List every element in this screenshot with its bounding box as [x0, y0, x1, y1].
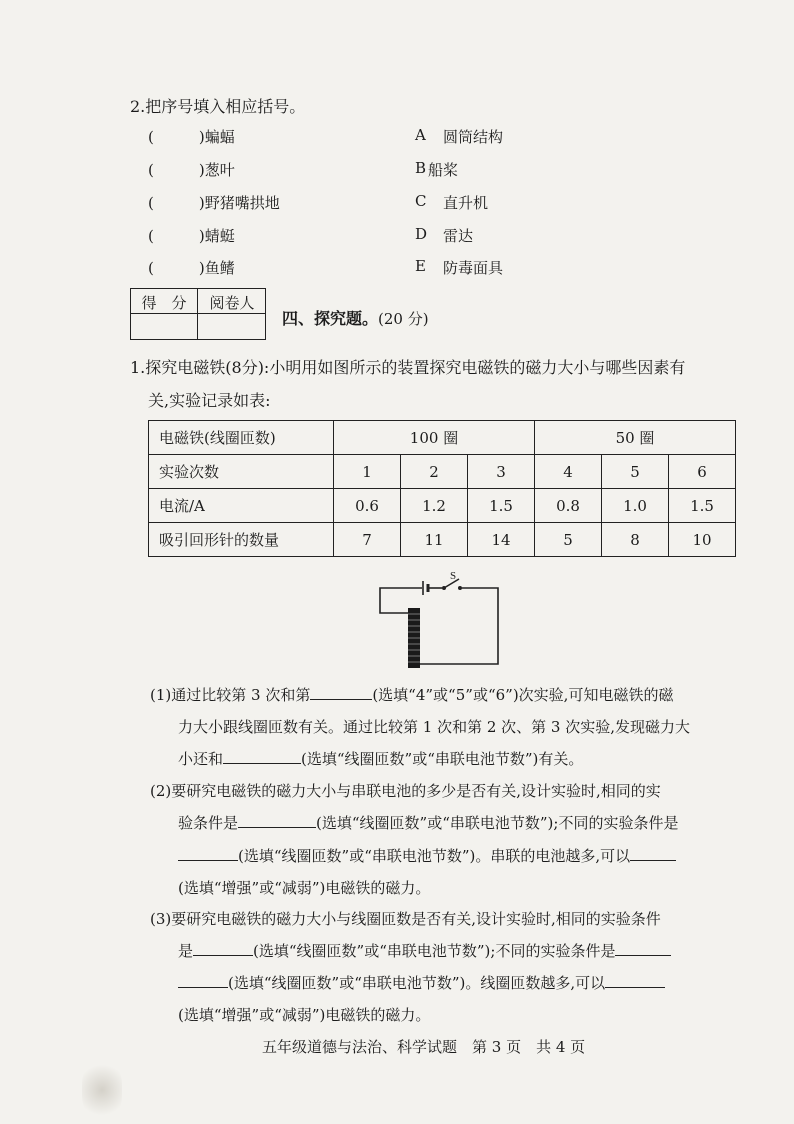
table-cell: 100 圈	[334, 421, 535, 455]
sub3-text: (选填“线圈匝数”或“串联电池节数”);不同的实验条件是	[253, 942, 616, 960]
sub2-text: 验条件是	[178, 814, 239, 832]
table-cell: 14	[468, 523, 535, 557]
answer-blank[interactable]	[193, 940, 253, 956]
q2-item-letter: B	[415, 159, 427, 177]
sub2-line1: (2)要研究电磁铁的磁力大小与串联电池的多少是否有关,设计实验时,相同的实	[150, 782, 661, 800]
table-cell: 吸引回形针的数量	[149, 523, 334, 557]
table-cell: 1.0	[602, 489, 669, 523]
score-box	[130, 288, 266, 340]
sub1-text: 小还和	[178, 750, 224, 768]
table-cell: 6	[669, 455, 736, 489]
sub1-text: (1)通过比较第 3 次和第	[150, 686, 311, 704]
sub3-text: (选填“线圈匝数”或“串联电池节数”)。线圈匝数越多,可以	[228, 974, 606, 992]
sub2-line2	[178, 812, 678, 833]
table-cell: 7	[334, 523, 401, 557]
answer-blank[interactable]	[223, 748, 301, 764]
sub1-text: (选填“线圈匝数”或“串联电池节数”)有关。	[301, 750, 584, 768]
switch-label: S	[450, 570, 457, 582]
table-cell: 1	[334, 455, 401, 489]
table-cell: 5	[602, 455, 669, 489]
sub1-line3	[178, 748, 583, 769]
table-cell: 0.8	[535, 489, 602, 523]
experiment-table	[148, 420, 736, 557]
table-cell: 3	[468, 455, 535, 489]
table-cell: 2	[401, 455, 468, 489]
table-row	[149, 523, 736, 557]
sub2-text: (选填“线圈匝数”或“串联电池节数”);不同的实验条件是	[316, 814, 679, 832]
table-cell: 11	[401, 523, 468, 557]
answer-blank[interactable]	[238, 812, 316, 828]
table-cell: 4	[535, 455, 602, 489]
table-cell: 5	[535, 523, 602, 557]
q2-title: 2.把序号填入相应括号。	[130, 97, 306, 116]
switch-icon	[458, 586, 462, 590]
sub2-line3	[178, 845, 676, 866]
table-cell: 电磁铁(线圈匝数)	[149, 421, 334, 455]
q2-item-right: 圆筒结构	[443, 128, 504, 146]
sub2-text: (选填“线圈匝数”或“串联电池节数”)。串联的电池越多,可以	[238, 847, 631, 865]
section4-points: (20 分)	[378, 310, 429, 328]
sub3-line1: (3)要研究电磁铁的磁力大小与线圈匝数是否有关,设计实验时,相同的实验条件	[150, 910, 661, 928]
q2-item-right: 船桨	[428, 161, 459, 179]
q2-item-left: ( )野猪嘴拱地	[148, 194, 280, 212]
paper-stain	[82, 1060, 122, 1120]
table-cell: 1.2	[401, 489, 468, 523]
sub1-line2: 力大小跟线圈匝数有关。通过比较第 1 次和第 2 次、第 3 次实验,发现磁力大	[178, 718, 691, 736]
score-box-divider	[131, 313, 265, 314]
answer-blank[interactable]	[630, 845, 676, 861]
q2-item-left: ( )蝙蝠	[148, 128, 235, 146]
table-row	[149, 455, 736, 489]
q2-item-letter: A	[415, 126, 426, 144]
table-cell: 8	[602, 523, 669, 557]
table-cell: 实验次数	[149, 455, 334, 489]
table-cell: 0.6	[334, 489, 401, 523]
circuit-wire	[420, 588, 498, 664]
q2-item-left: ( )蜻蜓	[148, 227, 235, 245]
sub2-line4: (选填“增强”或“减弱”)电磁铁的磁力。	[178, 879, 431, 897]
sub3-line2	[178, 940, 671, 961]
table-cell: 10	[669, 523, 736, 557]
sub3-line4: (选填“增强”或“减弱”)电磁铁的磁力。	[178, 1006, 431, 1024]
sub3-line3	[178, 972, 665, 993]
q2-item-left: ( )葱叶	[148, 161, 235, 179]
sub3-text: 是	[178, 942, 194, 960]
sub1-line1	[150, 684, 673, 705]
q2-item-letter: D	[415, 225, 428, 243]
q2-item-left: ( )鱼鳍	[148, 259, 235, 277]
answer-blank[interactable]	[178, 845, 238, 861]
q2-item-letter: E	[415, 257, 426, 275]
section4-title: 四、探究题。	[282, 309, 379, 328]
q1-intro-line2: 关,实验记录如表:	[148, 391, 271, 410]
table-cell: 1.5	[468, 489, 535, 523]
q1-intro-line1: 1.探究电磁铁(8分):小明用如图所示的装置探究电磁铁的磁力大小与哪些因素有	[130, 358, 686, 377]
table-cell: 50 圈	[535, 421, 736, 455]
circuit-diagram	[370, 568, 510, 672]
answer-blank[interactable]	[310, 684, 372, 700]
answer-blank[interactable]	[605, 972, 665, 988]
table-row	[149, 489, 736, 523]
sub1-text: (选填“4”或“5”或“6”)次实验,可知电磁铁的磁	[372, 686, 674, 704]
score-label: 得 分	[141, 294, 187, 312]
q2-item-right: 直升机	[443, 194, 489, 212]
reviewer-label: 阅卷人	[209, 294, 255, 312]
answer-blank[interactable]	[178, 972, 228, 988]
table-row	[149, 421, 736, 455]
table-cell: 1.5	[669, 489, 736, 523]
page-footer: 五年级道德与法治、科学试题 第 3 页 共 4 页	[262, 1038, 586, 1056]
section4-heading	[282, 306, 429, 329]
table-cell: 电流/A	[149, 489, 334, 523]
answer-blank[interactable]	[615, 940, 671, 956]
q2-item-letter: C	[415, 192, 427, 210]
q2-item-right: 防毒面具	[443, 259, 504, 277]
q2-item-right: 雷达	[443, 227, 474, 245]
